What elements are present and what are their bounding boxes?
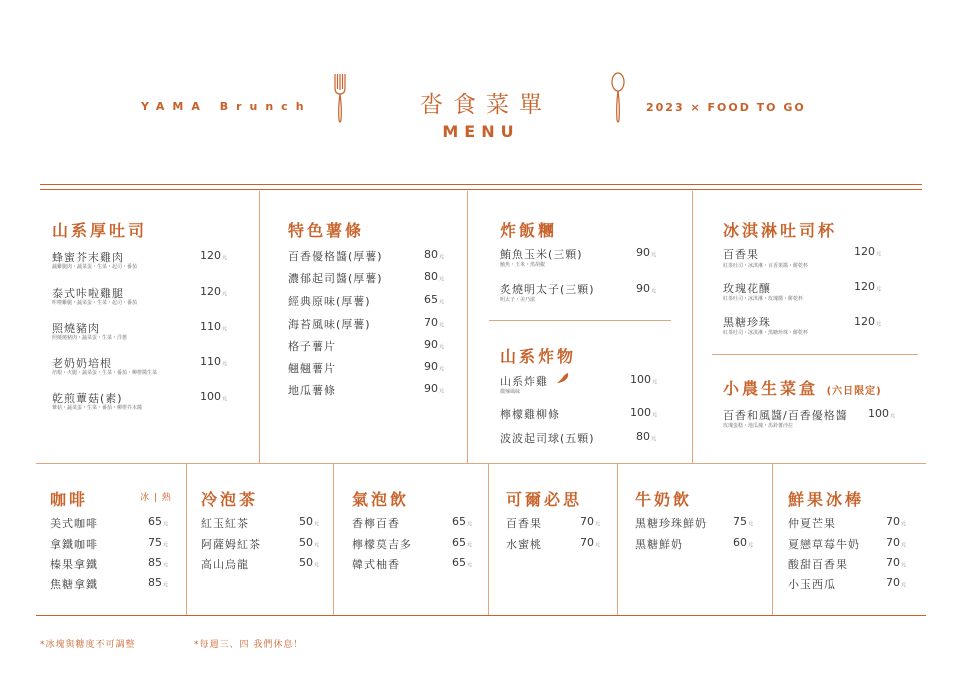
menu-item-name: 老奶奶培根 (52, 357, 112, 370)
menu-item-name: 拿鐵咖啡 (50, 538, 98, 551)
section-title-tea: 冷泡茶 (201, 490, 259, 509)
menu-item-price: 85元 (148, 576, 169, 589)
menu-item-name: 焦糖拿鐵 (50, 578, 98, 591)
menu-item-price: 90元 (636, 282, 657, 295)
section-note: (六日限定) (826, 386, 882, 397)
menu-item-name: 山系炸雞 (500, 375, 548, 388)
menu-item-name: 玫瑰花釀 (723, 282, 771, 295)
menu-item-name: 檸檬莫吉多 (352, 538, 412, 551)
section-title-rice: 炸飯糰 (500, 221, 558, 240)
footer-note-closed: *每週三、四 我們休息！ (194, 640, 304, 650)
menu-item-name: 百香果 (723, 248, 759, 261)
menu-item-desc: 玫瑰蛋糕・地瓜塊・馬鈴薯沙拉 (723, 423, 794, 429)
menu-item-desc: 蔬雞腿肉・蔬菜蛋・生菜・起司・番茄 (52, 264, 138, 270)
divider (186, 463, 187, 615)
section-title-coffee: 咖啡 (50, 490, 89, 509)
menu-item-name: 蜂蜜芥末雞肉 (52, 251, 124, 264)
menu-item-price: 120元 (200, 249, 228, 262)
menu-item-price: 100元 (630, 373, 658, 386)
middle-rule (36, 463, 926, 464)
section-title-icecream: 冰淇淋吐司杯 (723, 221, 838, 240)
menu-item-price: 65元 (148, 515, 169, 528)
fork-icon (332, 72, 348, 124)
menu-item-price: 65元 (452, 556, 473, 569)
section-title-soda: 氣泡飲 (352, 490, 410, 509)
menu-item-price: 70元 (886, 536, 907, 549)
chili-icon (556, 372, 570, 384)
menu-item-name: 波波起司球(五顆) (500, 432, 595, 445)
menu-item-price: 90元 (424, 338, 445, 351)
menu-item-name: 小玉西瓜 (788, 578, 836, 591)
menu-item-name: 泰式咔啦雞腿 (52, 287, 124, 300)
menu-item-price: 120元 (200, 285, 228, 298)
menu-item-price: 70元 (580, 536, 601, 549)
menu-item-price: 120元 (854, 315, 882, 328)
menu-item-price: 50元 (299, 536, 320, 549)
menu-item-name: 照燒豬肉 (52, 322, 100, 335)
menu-item-desc: 紅茶吐司・冰淇淋・黑糖珍珠・餅乾杯 (723, 330, 809, 336)
divider (467, 191, 468, 463)
menu-item-price: 110元 (200, 355, 228, 368)
menu-item-price: 65元 (424, 293, 445, 306)
section-title-fruit: 鮮果冰棒 (788, 490, 865, 509)
menu-item-price: 90元 (636, 246, 657, 259)
divider (488, 463, 489, 615)
divider (259, 191, 260, 463)
section-title-milk: 牛奶飲 (635, 490, 693, 509)
menu-item-price: 60元 (733, 536, 754, 549)
menu-item-price: 100元 (630, 406, 658, 419)
menu-item-price: 120元 (854, 280, 882, 293)
menu-item-price: 50元 (299, 556, 320, 569)
menu-item-price: 80元 (424, 248, 445, 261)
menu-item-name: 濃郁起司醬(厚薯) (288, 272, 383, 285)
menu-item-name: 百香和風醬/百香優格醬 (723, 409, 848, 422)
menu-item-name: 鮪魚玉米(三顆) (500, 248, 583, 261)
menu-item-price: 100元 (200, 390, 228, 403)
divider (692, 191, 693, 463)
menu-item-price: 70元 (580, 515, 601, 528)
menu-item-name: 百香優格醬(厚薯) (288, 250, 383, 263)
divider (333, 463, 334, 615)
menu-item-price: 80元 (424, 270, 445, 283)
menu-item-price: 110元 (200, 320, 228, 333)
menu-item-price: 100元 (868, 407, 896, 420)
section-title-calpis: 可爾必思 (506, 490, 583, 509)
top-rule-2 (40, 189, 922, 190)
menu-item-name: 經典原味(厚薯) (288, 295, 371, 308)
spoon-icon (609, 72, 627, 124)
menu-item-price: 85元 (148, 556, 169, 569)
section-title-toast: 山系厚吐司 (52, 221, 148, 240)
menu-item-name: 榛果拿鐵 (50, 558, 98, 571)
menu-item-price: 70元 (886, 556, 907, 569)
menu-item-price: 70元 (886, 576, 907, 589)
menu-subtitle: MENU (442, 122, 520, 141)
menu-item-name: 黑糖珍珠 (723, 316, 771, 329)
menu-item-name: 地瓜薯條 (288, 384, 336, 397)
menu-item-price: 70元 (886, 515, 907, 528)
menu-item-name: 黑糖鮮奶 (635, 538, 683, 551)
menu-item-name: 百香果 (506, 517, 542, 530)
tagline: 2023 × FOOD TO GO (646, 101, 806, 114)
brand-name: YAMA Brunch (141, 100, 312, 113)
menu-title: 沓食菜單 (420, 92, 552, 118)
top-rule (40, 184, 922, 185)
menu-item-name: 香檸百香 (352, 517, 400, 530)
menu-item-name: 美式咖啡 (50, 517, 98, 530)
menu-item-name: 格子薯片 (288, 340, 336, 353)
menu-item-price: 75元 (733, 515, 754, 528)
inner-rule (489, 320, 671, 321)
menu-item-price: 50元 (299, 515, 320, 528)
footer-note-ice: *冰塊與糖度不可調整 (40, 640, 136, 650)
menu-item-desc: 紅茶吐司・冰淇淋・玫瑰醬・餅乾杯 (723, 296, 804, 302)
menu-item-name: 檸檬雞柳條 (500, 408, 560, 421)
menu-item-name: 乾煎蕈菇(素) (52, 392, 123, 405)
menu-item-name: 炙燒明太子(三顆) (500, 283, 595, 296)
menu-item-name: 黑糖珍珠鮮奶 (635, 517, 707, 530)
menu-item-price: 120元 (854, 245, 882, 258)
menu-item-desc: 微辣風味 (500, 389, 521, 395)
menu-item-price: 75元 (148, 536, 169, 549)
menu-item-price: 90元 (424, 360, 445, 373)
menu-item-name: 夏戀草莓牛奶 (788, 538, 860, 551)
menu-item-name: 翹翹薯片 (288, 362, 336, 375)
menu-item-desc: 明太子・美乃滋 (500, 297, 536, 303)
menu-item-name: 高山烏龍 (201, 558, 249, 571)
menu-item-name: 水蜜桃 (506, 538, 542, 551)
menu-item-desc: 蕈菇・蔬菜蛋・生菜・番茄・柳橙芥末醬 (52, 405, 143, 411)
menu-item-desc: 鮪魚・玉米・黑胡椒 (500, 262, 546, 268)
inner-rule (712, 354, 918, 355)
bottom-rule (36, 615, 926, 616)
menu-item-desc: 咔啦雞腿・蔬菜蛋・生菜・起司・番茄 (52, 300, 138, 306)
menu-item-name: 阿薩姆紅茶 (201, 538, 261, 551)
section-title-fried: 山系炸物 (500, 347, 577, 366)
divider (772, 463, 773, 615)
menu-item-price: 80元 (636, 430, 657, 443)
menu-item-name: 韓式柚香 (352, 558, 400, 571)
menu-item-price: 70元 (424, 316, 445, 329)
section-title-salad: 小農生菜盒 (六日限定) (723, 379, 882, 398)
menu-item-name: 紅玉紅茶 (201, 517, 249, 530)
menu-item-desc: 培根・火腿・蔬菜蛋・生菜・番茄・柳橙醬生菜 (52, 370, 158, 376)
divider (617, 463, 618, 615)
menu-item-name: 海苔風味(厚薯) (288, 318, 371, 331)
menu-item-desc: 紅茶吐司・冰淇淋・百香果醬・餅乾杯 (723, 263, 809, 269)
temperature-label: 冰 | 熱 (140, 493, 172, 503)
menu-item-name: 仲夏芒果 (788, 517, 836, 530)
menu-item-desc: 照燒燒豬肉・蔬菜蛋・生菜・洋蔥 (52, 335, 128, 341)
menu-item-price: 65元 (452, 515, 473, 528)
section-title-fries: 特色薯條 (288, 221, 365, 240)
menu-item-name: 酸甜百香果 (788, 558, 848, 571)
menu-item-price: 90元 (424, 382, 445, 395)
menu-item-price: 65元 (452, 536, 473, 549)
